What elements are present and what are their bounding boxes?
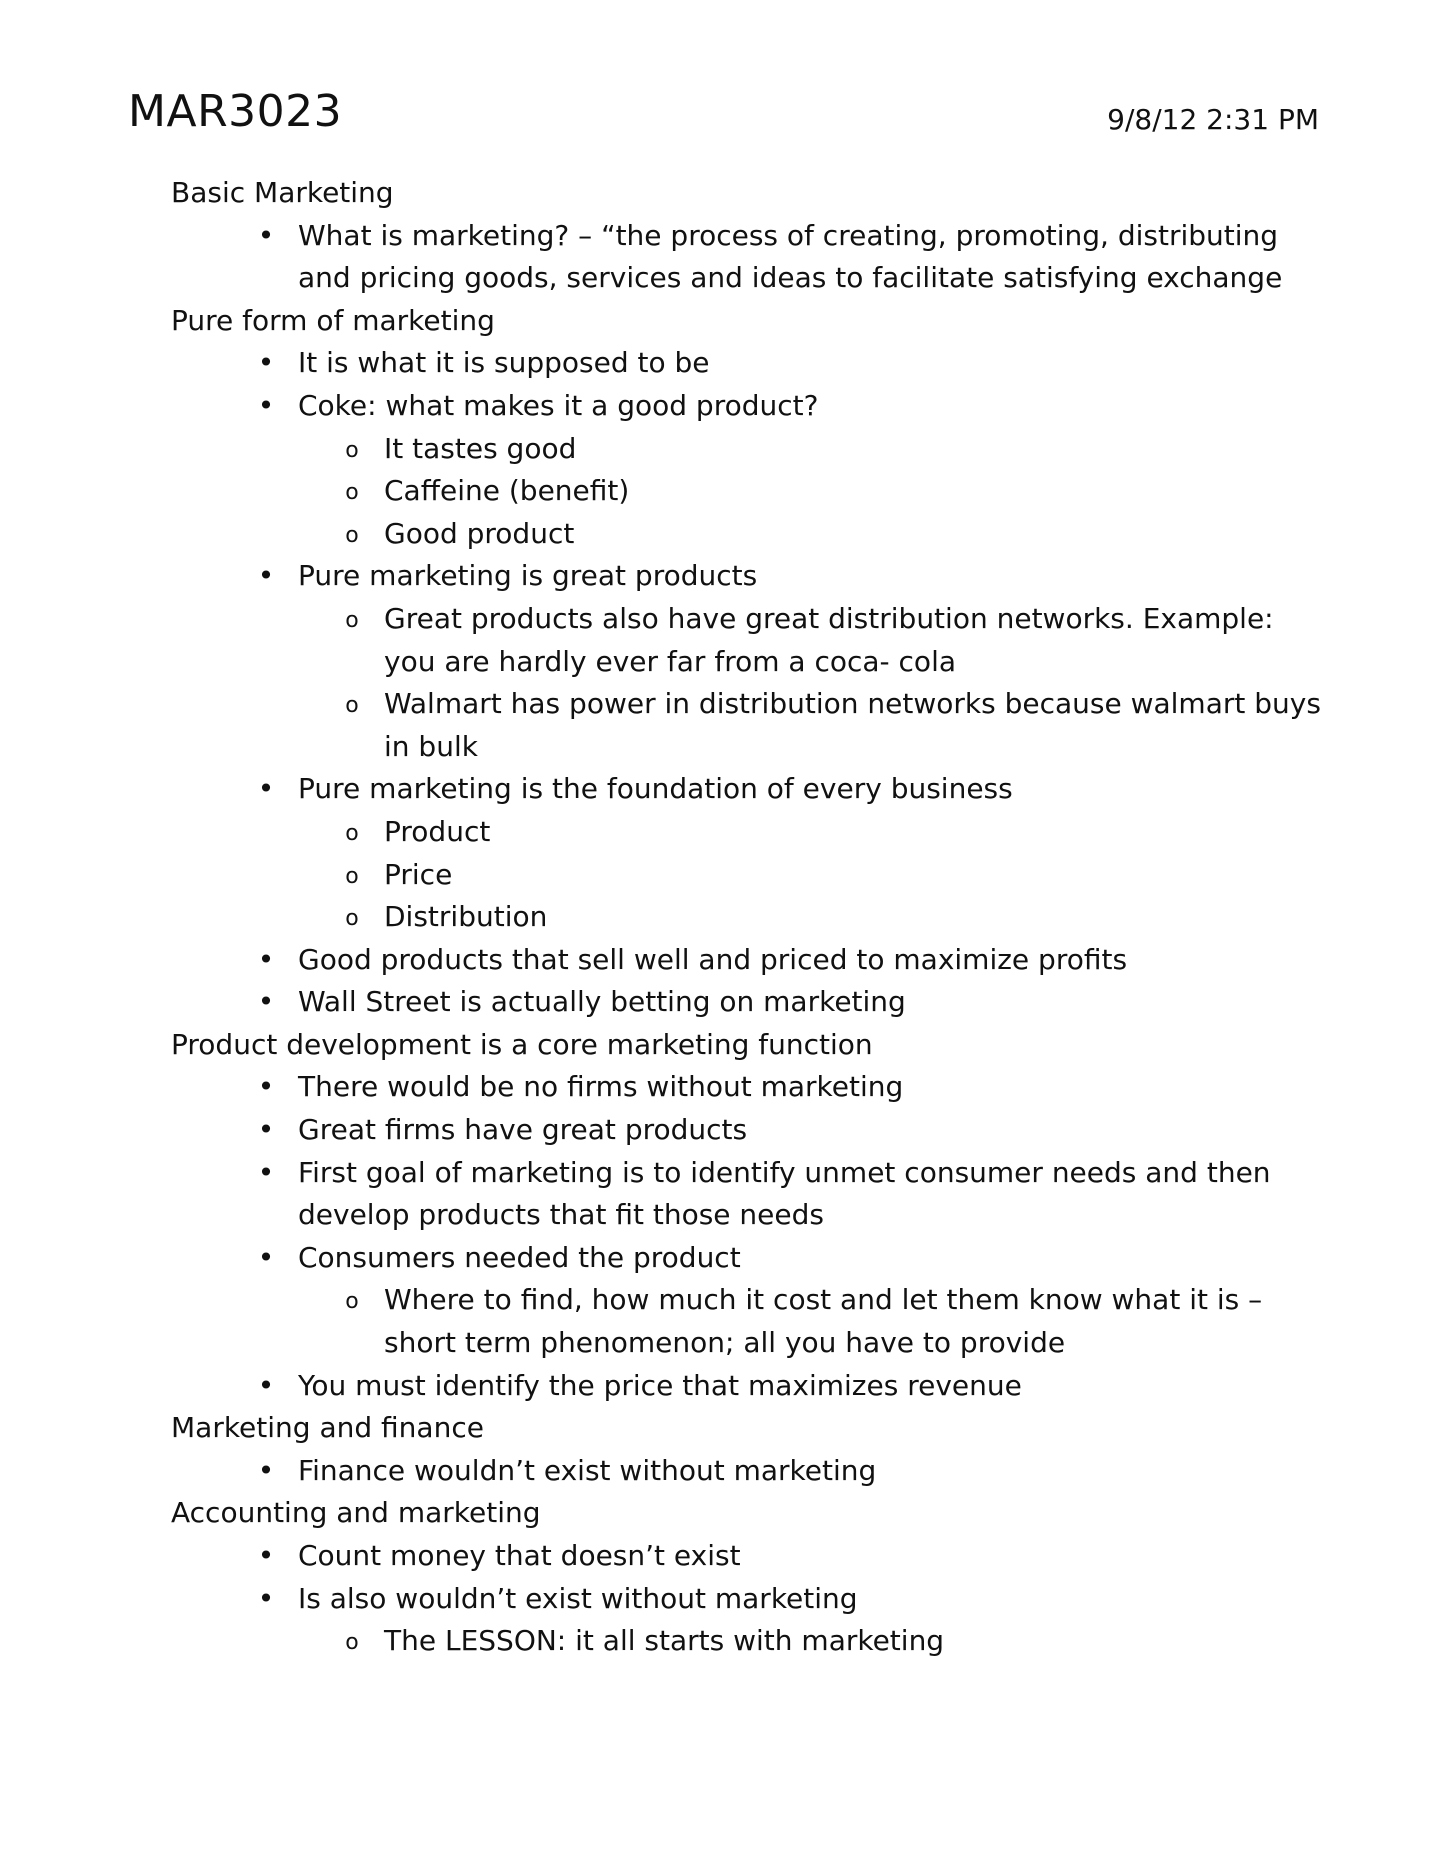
sub-bullet-text: The LESSON: it all starts with marketing bbox=[384, 1624, 945, 1658]
sub-bullet-text: It tastes good bbox=[384, 431, 577, 465]
bullet-text: You must identify the price that maximizes revenue bbox=[298, 1368, 1022, 1402]
bullet-item bbox=[171, 1066, 1321, 1109]
sub-bullet-text: Good product bbox=[384, 516, 575, 550]
bullet-list bbox=[171, 342, 1321, 1024]
bullet-item bbox=[171, 385, 1321, 555]
bullet-item bbox=[171, 1578, 1321, 1663]
bullet-marker: • bbox=[257, 1240, 275, 1274]
bullet-marker: • bbox=[257, 218, 275, 252]
sub-bullet-text: Where to find, how much it cost and let them know what it is – short term phenomenon; all you have to provide bbox=[384, 1283, 1263, 1360]
bullet-marker: • bbox=[257, 772, 275, 806]
bullet-marker: • bbox=[257, 1581, 275, 1615]
sub-bullet-item bbox=[171, 1279, 1321, 1364]
bullet-item bbox=[171, 1109, 1321, 1152]
bullet-item bbox=[171, 555, 1321, 768]
bullet-text: What is marketing? – “the process of creating, promoting, distributing and pricing goods, services and ideas to facilitate satisfying exchange bbox=[298, 218, 1283, 295]
document-title: MAR3023 bbox=[128, 86, 343, 137]
sub-bullet-text: Price bbox=[384, 857, 453, 891]
sub-bullet-marker: o bbox=[345, 437, 359, 463]
bullet-text: Pure marketing is the foundation of every business bbox=[298, 772, 1013, 806]
sub-bullet-item bbox=[171, 470, 1321, 513]
bullet-item bbox=[171, 215, 1321, 300]
sub-bullet-item bbox=[171, 428, 1321, 471]
bullet-text: Consumers needed the product bbox=[298, 1240, 741, 1274]
sub-bullet-item bbox=[171, 811, 1321, 854]
sub-bullet-list bbox=[298, 1279, 1321, 1364]
bullet-item bbox=[171, 1535, 1321, 1578]
sub-bullet-marker: o bbox=[345, 820, 359, 846]
sub-bullet-list bbox=[298, 598, 1321, 768]
sub-bullet-item bbox=[171, 1620, 1321, 1663]
bullet-list bbox=[171, 1450, 1321, 1493]
sub-bullet-item bbox=[171, 513, 1321, 556]
sub-bullet-text: Walmart has power in distribution networks because walmart buys in bulk bbox=[384, 687, 1321, 763]
sub-bullet-marker: o bbox=[345, 1289, 359, 1315]
bullet-item bbox=[171, 1152, 1321, 1237]
sub-bullet-marker: o bbox=[345, 863, 359, 889]
bullet-text: Wall Street is actually betting on marketing bbox=[298, 985, 906, 1019]
bullet-list bbox=[171, 1535, 1321, 1663]
section-heading: Pure form of marketing bbox=[171, 303, 495, 337]
sub-bullet-item bbox=[171, 683, 1321, 768]
sub-bullet-text: Great products also have great distribution networks. Example: you are hardly ever far from a coca- cola bbox=[384, 601, 1274, 678]
sub-bullet-list bbox=[298, 811, 1321, 939]
sub-bullet-text: Caffeine (benefit) bbox=[384, 474, 630, 508]
bullet-text: First goal of marketing is to identify unmet consumer needs and then develop products that fit those needs bbox=[298, 1155, 1271, 1232]
sub-bullet-list bbox=[298, 1620, 1321, 1663]
bullet-item bbox=[171, 981, 1321, 1024]
notes-body bbox=[171, 172, 1321, 1663]
bullet-text: Pure marketing is great products bbox=[298, 559, 758, 593]
bullet-marker: • bbox=[257, 1070, 275, 1104]
section-heading: Basic Marketing bbox=[171, 176, 394, 209]
sub-bullet-list bbox=[298, 428, 1321, 556]
bullet-text: Good products that sell well and priced to maximize profits bbox=[298, 942, 1128, 976]
sub-bullet-marker: o bbox=[345, 607, 359, 633]
bullet-text: Is also wouldn’t exist without marketing bbox=[298, 1581, 858, 1615]
sub-bullet-marker: o bbox=[345, 522, 359, 548]
bullet-item bbox=[171, 1237, 1321, 1365]
bullet-marker: • bbox=[257, 985, 275, 1019]
sub-bullet-item bbox=[171, 598, 1321, 683]
bullet-text: Coke: what makes it a good product? bbox=[298, 388, 819, 422]
bullet-marker: • bbox=[257, 942, 275, 976]
document-datetime: 9/8/12 2:31 PM bbox=[1107, 103, 1319, 136]
bullet-item bbox=[171, 1365, 1321, 1408]
bullet-marker: • bbox=[257, 1113, 275, 1147]
sub-bullet-marker: o bbox=[345, 906, 359, 932]
bullet-marker: • bbox=[257, 559, 275, 593]
bullet-marker: • bbox=[257, 346, 275, 380]
bullet-item bbox=[171, 342, 1321, 385]
sub-bullet-item bbox=[171, 854, 1321, 897]
bullet-text: It is what it is supposed to be bbox=[298, 346, 710, 380]
sub-bullet-marker: o bbox=[345, 1630, 359, 1656]
bullet-text: Finance wouldn’t exist without marketing bbox=[298, 1453, 877, 1487]
bullet-list bbox=[171, 215, 1321, 300]
bullet-list bbox=[171, 1066, 1321, 1407]
sub-bullet-marker: o bbox=[345, 480, 359, 506]
bullet-marker: • bbox=[257, 1155, 275, 1189]
sub-bullet-text: Product bbox=[384, 814, 491, 848]
bullet-text: Count money that doesn’t exist bbox=[298, 1539, 741, 1572]
bullet-marker: • bbox=[257, 1539, 275, 1572]
sub-bullet-text: Distribution bbox=[384, 900, 548, 934]
bullet-item bbox=[171, 1450, 1321, 1493]
bullet-text: Great firms have great products bbox=[298, 1113, 748, 1147]
section-heading: Product development is a core marketing function bbox=[171, 1027, 873, 1061]
bullet-text: There would be no firms without marketing bbox=[298, 1070, 904, 1104]
page-header bbox=[0, 0, 1456, 170]
bullet-marker: • bbox=[257, 1453, 275, 1487]
section-heading: Marketing and finance bbox=[171, 1411, 484, 1445]
sub-bullet-marker: o bbox=[345, 693, 359, 719]
sub-bullet-item bbox=[171, 896, 1321, 939]
bullet-item bbox=[171, 939, 1321, 982]
bullet-marker: • bbox=[257, 388, 275, 422]
section-heading: Accounting and marketing bbox=[171, 1496, 541, 1530]
bullet-marker: • bbox=[257, 1368, 275, 1402]
bullet-item bbox=[171, 768, 1321, 938]
